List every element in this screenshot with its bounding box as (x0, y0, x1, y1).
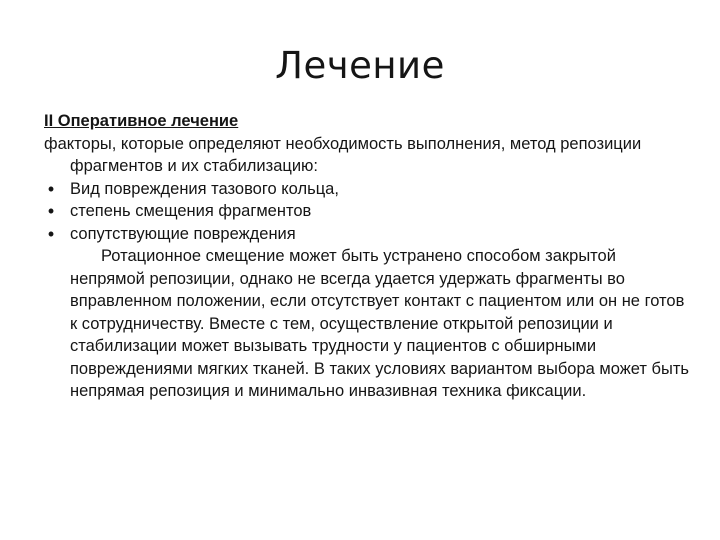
subheading: II Оперативное лечение (44, 112, 239, 130)
list-item (44, 178, 694, 201)
factor-list (44, 178, 694, 246)
list-item (44, 200, 694, 223)
bullet-icon: • (47, 223, 55, 244)
bullet-icon: • (47, 201, 55, 221)
body-paragraph: Ротационное смещение может быть устранено способом закрытой непрямой репозиции, однако не всегда удается удержать фрагменты во вправленном положении, если отсутствует контакт с пациентом или он не готов к сотрудничеству. Вместе с тем, осуществление открытой репозиции и стабилизации может вызывать трудности у пациентов с обширными повреждениями мягких тканей. В таких условиях вариантом выбора может быть непрямая репозиция и минимально инвазивная техника фиксации. (70, 247, 690, 400)
bullet-icon: • (47, 178, 55, 199)
list-item-text: степень смещения фрагментов (70, 202, 312, 220)
list-item-text: сопутствующие повреждения (70, 224, 296, 243)
list-item-text: Вид повреждения тазового кольца, (70, 179, 339, 198)
intro-text: факторы, которые определяют необходимость выполнения, метод репозиции фрагментов и их стабилизацию: (44, 134, 642, 175)
list-item (44, 223, 694, 246)
slide-title: Лечение (275, 44, 445, 87)
slide-body (44, 110, 694, 403)
